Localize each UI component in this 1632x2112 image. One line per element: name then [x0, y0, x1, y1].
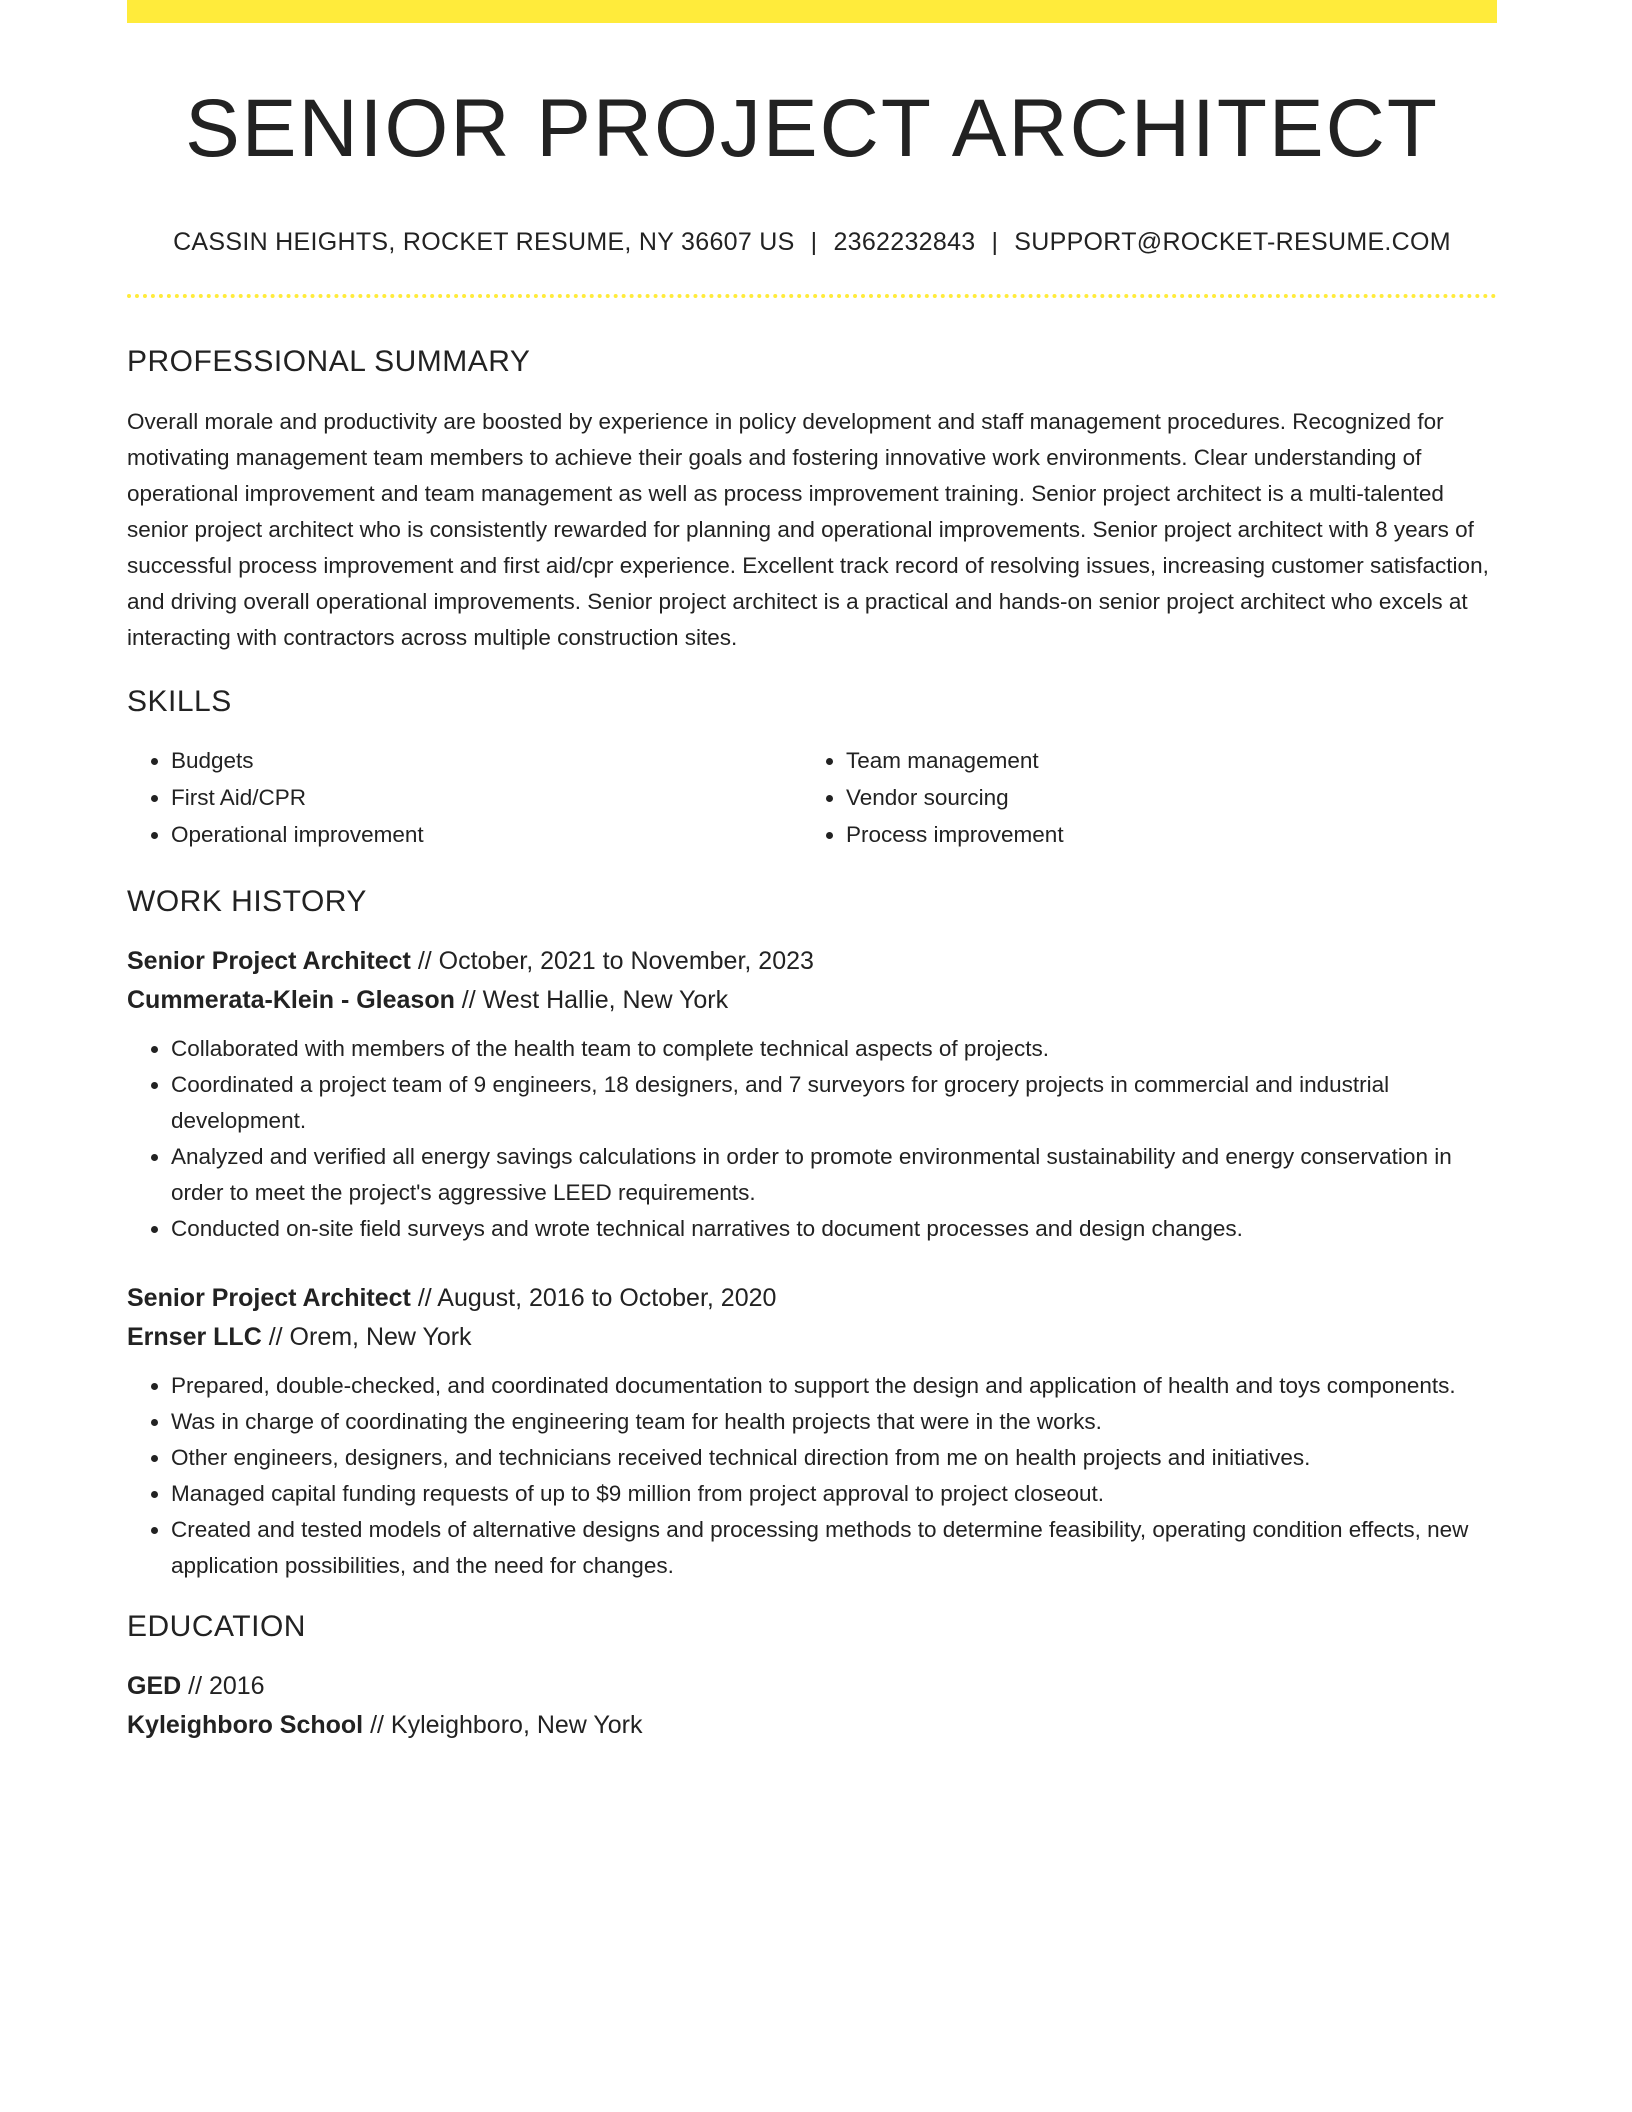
job-company-line [127, 981, 1497, 1020]
skill-item: • First Aid/CPR [171, 779, 802, 816]
job-dates: // August, 2016 to October, 2020 [410, 1284, 777, 1312]
skill-item: • Team management [846, 742, 1477, 779]
skill-item: • Budgets [171, 742, 802, 779]
contact-line [127, 227, 1497, 257]
skill-item: • Operational improvement [171, 816, 802, 853]
work-history-heading: WORK HISTORY [127, 885, 367, 918]
duty-item: • Prepared, double-checked, and coordinated documentation to support the design and application of health and toys components. [171, 1368, 1497, 1404]
education-year: // 2016 [181, 1672, 265, 1700]
job-entry [127, 942, 1497, 1247]
job-dates: // October, 2021 to November, 2023 [410, 947, 814, 975]
job-company: Ernser LLC [127, 1323, 262, 1351]
summary-heading: PROFESSIONAL SUMMARY [127, 345, 531, 378]
summary-text: Overall morale and productivity are boosted by experience in policy development and staff management procedures. Recognized for motivating management team members to achieve their goals and fostering innovative work environments. Clear understanding of operational improvement and team management as well as process improvement training. Senior project architect is a multi-talented senior project architect who is consistently rewarded for planning and operational improvements. Senior project architect with 8 years of successful process improvement and first aid/cpr experience. Excellent track record of resolving issues, increasing customer satisfaction, and driving overall operational improvements. Senior project architect is a practical and hands-on senior project architect who excels at interacting with contractors across multiple construction sites. [127, 409, 1489, 650]
skill-item: • Vendor sourcing [846, 779, 1477, 816]
resume-title: SENIOR PROJECT ARCHITECT [185, 83, 1439, 174]
skills-column-left [127, 742, 802, 853]
dotted-divider [127, 294, 1497, 298]
duty-item: • Created and tested models of alternative designs and processing methods to determine feasibility, operating condition effects, new application possibilities, and the need for changes. [171, 1512, 1497, 1584]
education-heading: EDUCATION [127, 1610, 306, 1643]
contact-separator: | [810, 228, 818, 256]
duty-item: • Conducted on-site field surveys and wrote technical narratives to document processes and design changes. [171, 1211, 1497, 1247]
duty-item: • Was in charge of coordinating the engineering team for health projects that were in the works. [171, 1404, 1497, 1440]
skills-list [127, 742, 1497, 853]
job-title: Senior Project Architect [127, 1284, 411, 1312]
contact-email: SUPPORT@ROCKET-RESUME.COM [1014, 228, 1451, 256]
skill-item: • Process improvement [846, 816, 1477, 853]
job-entry [127, 1279, 1497, 1584]
job-title: Senior Project Architect [127, 947, 411, 975]
duty-item: • Managed capital funding requests of up to $9 million from project approval to project closeout. [171, 1476, 1497, 1512]
resume-page [127, 0, 1497, 1745]
education-degree-line [127, 1667, 1497, 1706]
duty-item: • Analyzed and verified all energy savings calculations in order to promote environmental sustainability and energy conservation in order to meet the project's aggressive LEED requirements. [171, 1139, 1497, 1211]
job-title-line [127, 1279, 1497, 1318]
job-company-line [127, 1318, 1497, 1357]
education-location: // Kyleighboro, New York [363, 1711, 643, 1739]
job-title-line [127, 942, 1497, 981]
job-duties [127, 1031, 1497, 1247]
duty-item: • Coordinated a project team of 9 engineers, 18 designers, and 7 surveyors for grocery projects in commercial and industrial development. [171, 1067, 1497, 1139]
duty-item: • Collaborated with members of the health team to complete technical aspects of projects. [171, 1031, 1497, 1067]
education-school-line [127, 1706, 1497, 1745]
duty-item: • Other engineers, designers, and technicians received technical direction from me on health projects and initiatives. [171, 1440, 1497, 1476]
skills-heading: SKILLS [127, 685, 232, 718]
skills-column-right [802, 742, 1477, 853]
contact-separator: | [991, 228, 999, 256]
accent-top-bar [127, 0, 1497, 23]
job-duties [127, 1368, 1497, 1584]
education-school: Kyleighboro School [127, 1711, 364, 1739]
contact-address: CASSIN HEIGHTS, ROCKET RESUME, NY 36607 US [173, 228, 795, 256]
education-degree: GED [127, 1672, 182, 1700]
education-entry [127, 1667, 1497, 1745]
contact-phone: 2362232843 [833, 228, 976, 256]
job-company: Cummerata-Klein - Gleason [127, 986, 455, 1014]
job-location: // Orem, New York [261, 1323, 472, 1351]
job-location: // West Hallie, New York [454, 986, 729, 1014]
